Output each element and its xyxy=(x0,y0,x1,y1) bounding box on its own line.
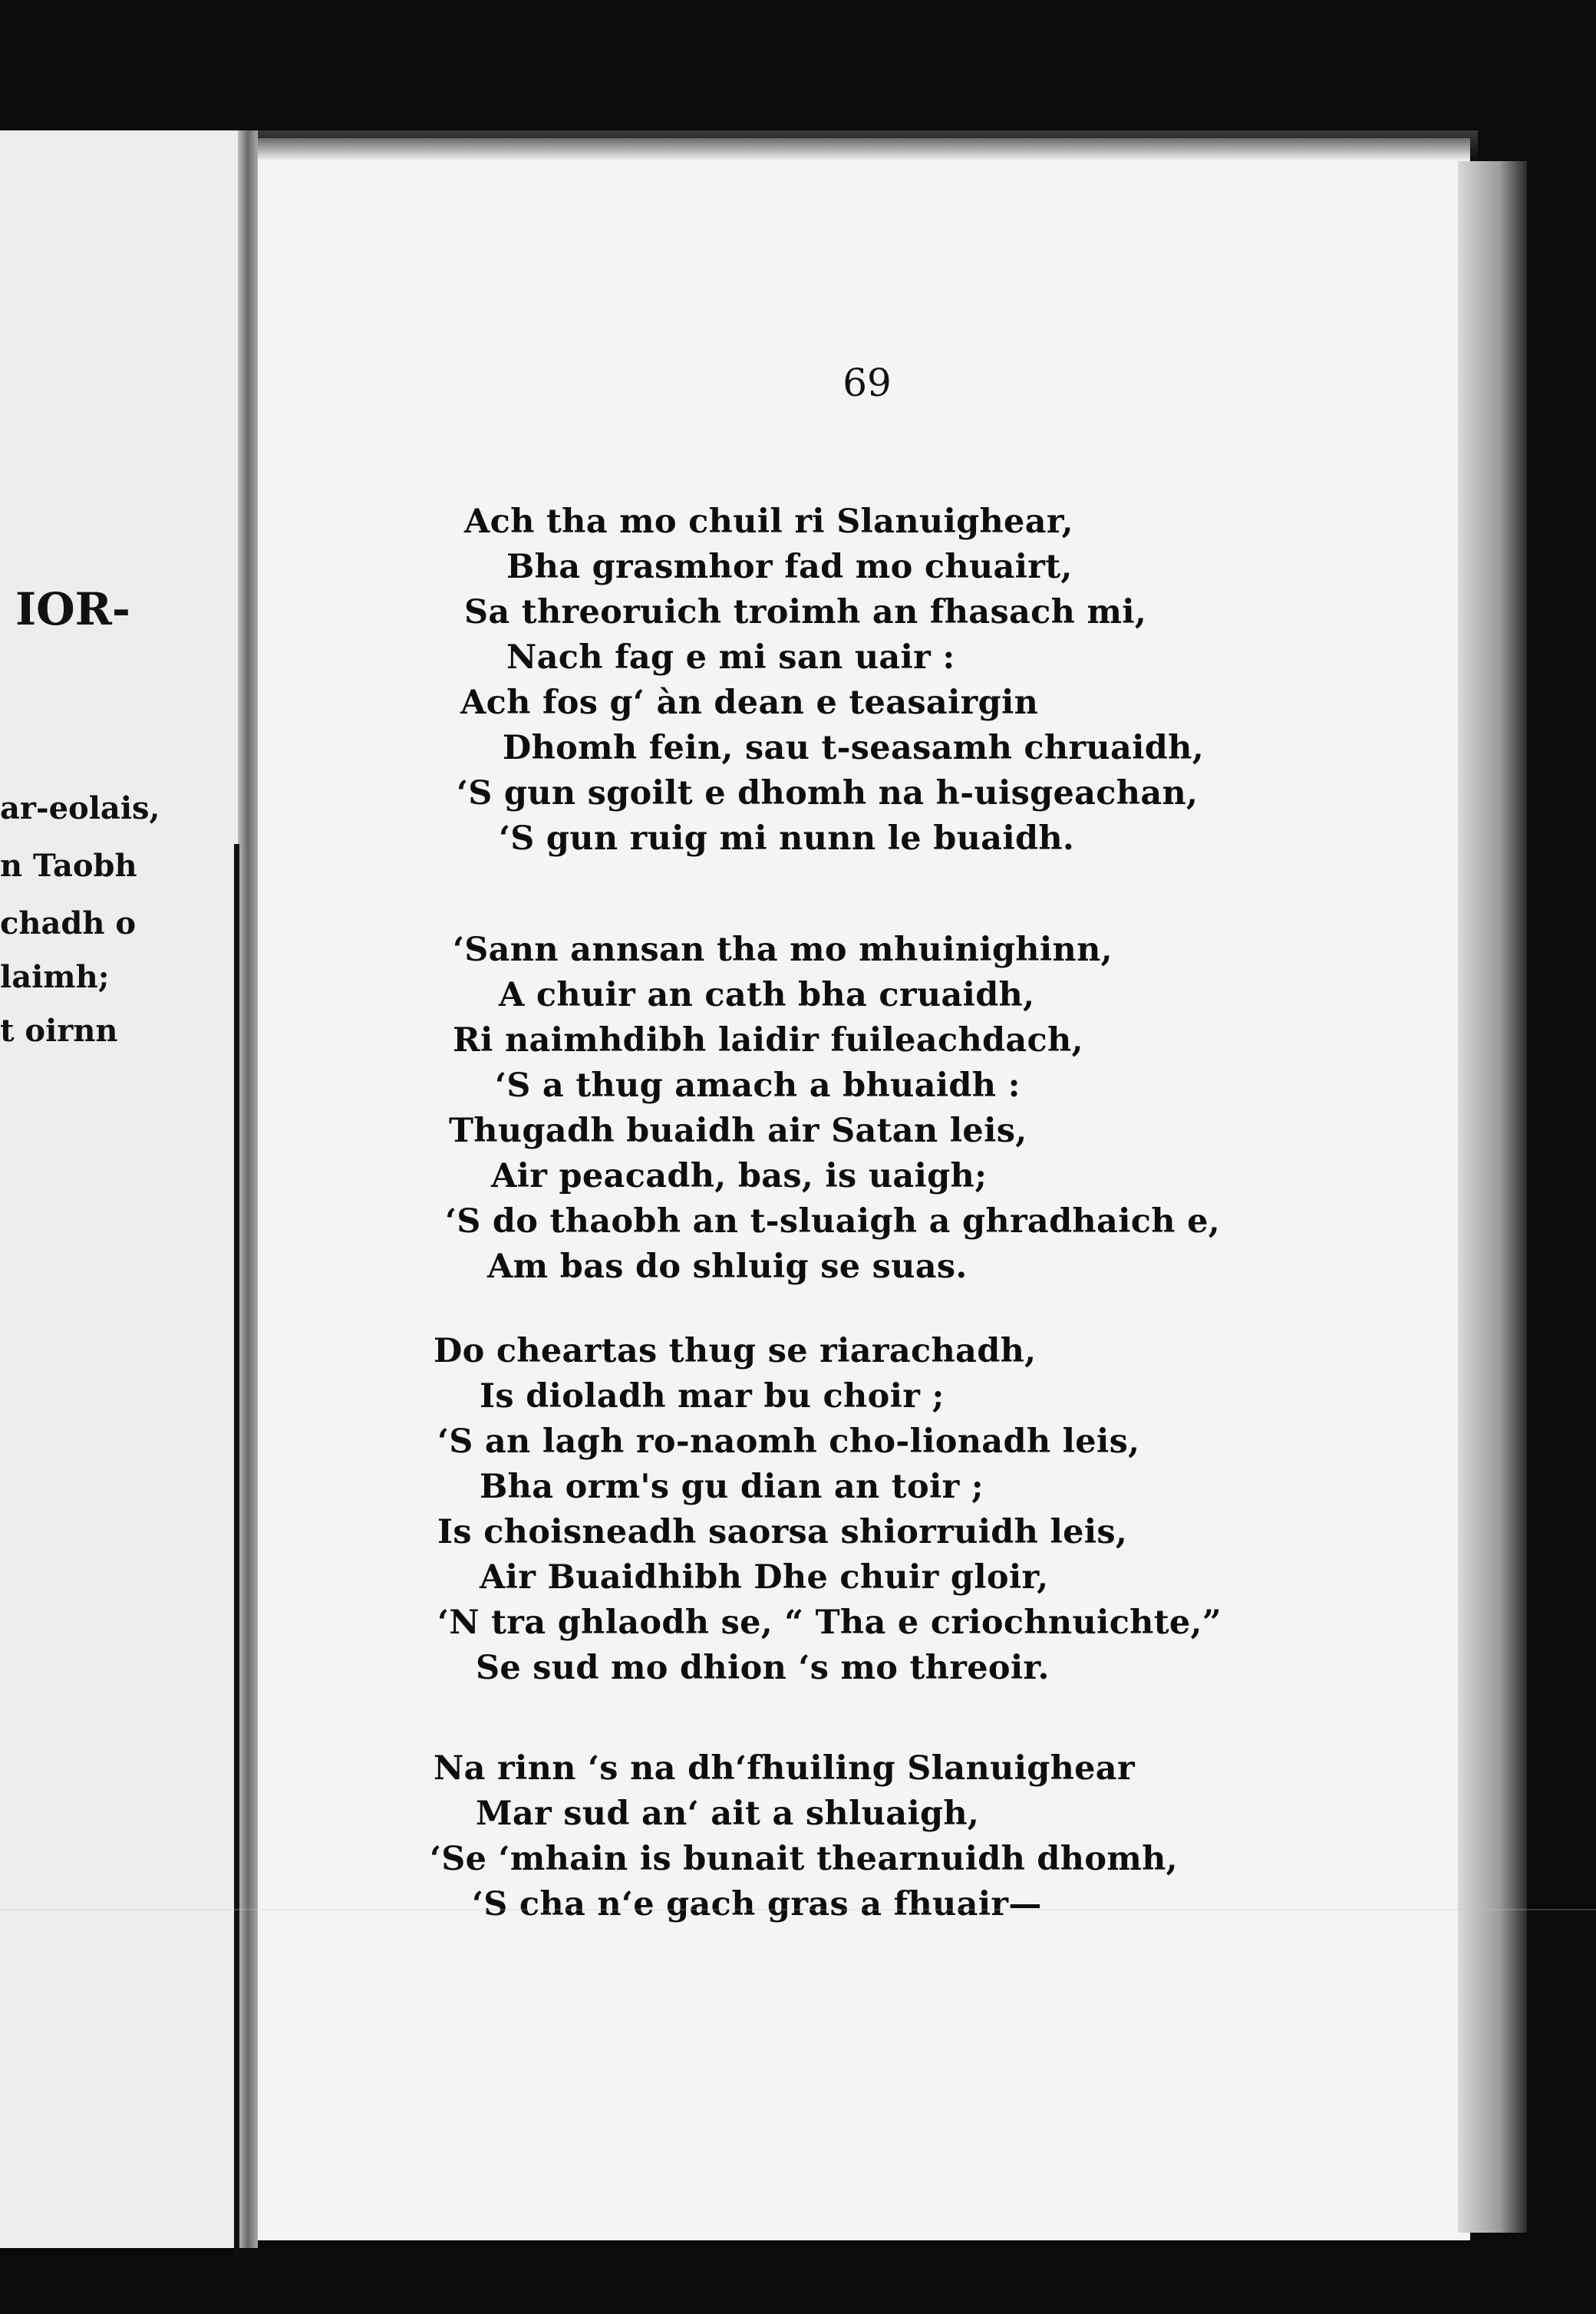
book-gutter xyxy=(238,130,258,2248)
verse-4-line-1: Na rinn ‘s na dh‘fhuiling Slanuighear xyxy=(434,1749,1135,1788)
top-page-shadow xyxy=(258,130,1478,161)
previous-page-fragment xyxy=(0,130,253,2248)
left-fragment-line: n Taobh xyxy=(0,848,137,884)
verse-2-line-7: ‘S do thaobh an t-sluaigh a ghradhaich e, xyxy=(445,1202,1221,1241)
verse-1-line-3: Sa threoruich troimh an fhasach mi, xyxy=(464,593,1147,631)
verse-3-line-7: ‘N tra ghlaodh se, “ Tha e criochnuichte,” xyxy=(437,1604,1222,1642)
left-fragment-line: t oirnn xyxy=(0,1013,118,1049)
verse-3-line-4: Bha orm's gu dian an toir ; xyxy=(480,1468,984,1506)
verse-3-line-8: Se sud mo dhion ‘s mo threoir. xyxy=(476,1649,1050,1687)
verse-3-line-3: ‘S an lagh ro-naomh cho-lionadh leis, xyxy=(437,1422,1140,1461)
page-number: 69 xyxy=(843,361,892,405)
verse-4-line-3: ‘Se ‘mhain is bunait thearnuidh dhomh, xyxy=(430,1840,1178,1878)
verse-1-line-2: Bha grasmhor fad mo chuairt, xyxy=(506,548,1073,586)
verse-1-line-5: Ach fos g‘ àn dean e teasairgin xyxy=(460,684,1039,722)
verse-3-line-2: Is dioladh mar bu choir ; xyxy=(480,1377,945,1416)
verse-1-line-7: ‘S gun sgoilt e dhomh na h-uisgeachan, xyxy=(457,774,1199,813)
verse-1-line-1: Ach tha mo chuil ri Slanuighear, xyxy=(464,503,1073,541)
verse-3-line-6: Air Buaidhibh Dhe chuir gloir, xyxy=(480,1558,1049,1597)
verse-1-line-4: Nach fag e mi san uair : xyxy=(506,638,955,677)
verse-1-line-8: ‘S gun ruig mi nunn le buaidh. xyxy=(499,819,1075,858)
verse-4-line-2: Mar sud an‘ ait a shluaigh, xyxy=(476,1795,980,1833)
verse-3-line-5: Is choisneadh saorsa shiorruidh leis, xyxy=(437,1513,1128,1551)
verse-2-line-3: Ri naimhdibh laidir fuileachdach, xyxy=(453,1021,1083,1060)
page-edge-shadow xyxy=(1458,161,1527,2233)
verse-2-line-1: ‘Sann annsan tha mo mhuinighinn, xyxy=(453,931,1113,969)
verse-2-line-4: ‘S a thug amach a bhuaidh : xyxy=(495,1066,1021,1105)
scan-artifact-band xyxy=(0,1909,1596,1910)
left-fragment-heading: IOR- xyxy=(15,583,130,635)
verse-4-line-4: ‘S cha n‘e gach gras a fhuair— xyxy=(472,1885,1042,1923)
verse-3-line-1: Do cheartas thug se riarachadh, xyxy=(434,1332,1037,1370)
spine-shadow-line xyxy=(234,844,239,2256)
verse-2-line-6: Air peacadh, bas, is uaigh; xyxy=(491,1157,988,1195)
verse-2-line-2: A chuir an cath bha cruaidh, xyxy=(499,976,1035,1014)
verse-1-line-6: Dhomh fein, sau t-seasamh chruaidh, xyxy=(503,729,1204,767)
verse-2-line-8: Am bas do shluig se suas. xyxy=(487,1248,968,1286)
left-fragment-line: ar-eolais, xyxy=(0,790,160,826)
left-fragment-line: laimh; xyxy=(0,959,110,995)
verse-2-line-5: Thugadh buaidh air Satan leis, xyxy=(449,1112,1027,1150)
left-fragment-line: chadh o xyxy=(0,905,137,941)
